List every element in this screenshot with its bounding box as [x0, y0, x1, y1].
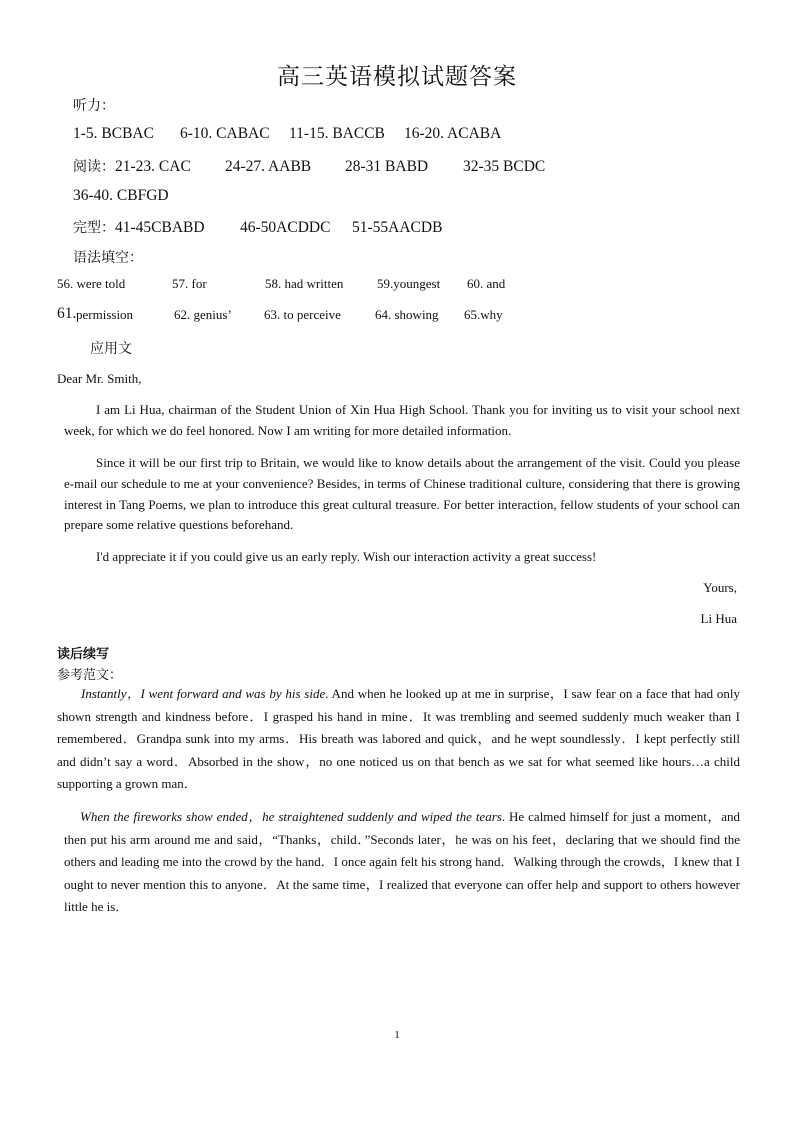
reading-answers: [73, 156, 545, 176]
grammar-label: 语法填空：: [73, 250, 143, 266]
grammar-row-2: [0, 307, 794, 327]
answer-group: 28-31 BABD: [345, 158, 429, 175]
grammar-answer: 65.why: [464, 307, 503, 322]
sample-label: 参考范文：: [57, 668, 123, 683]
continuation-opening-sentence: When the fireworks show ended，he straightened suddenly and wiped the tears: [80, 809, 502, 824]
letter-paragraph: I'd appreciate it if you could give us an early reply. Wish our interaction activity a great success!: [96, 549, 597, 564]
letter-signature: Li Hua: [700, 611, 737, 626]
letter-paragraph: Since it will be our first trip to Britain, we would like to know details about the arrangement of the visit. Could you please e-mail our schedule to me at your convenience? Besides, in terms of Chinese traditional culture, considering that there is growing interest in Tang Poems, we plan to introduce this great cultural treasure. For better interaction, fellow students of your school can prepare some relative questions beforehand.: [64, 455, 740, 533]
grammar-number: 61.: [57, 305, 77, 322]
letter-closing: Yours,: [703, 580, 737, 595]
answer-group: 21-23. CAC: [115, 158, 191, 175]
grammar-answer: 60. and: [467, 276, 506, 291]
answer-group: 51-55AACDB: [352, 219, 443, 236]
continuation-paragraph: [64, 806, 740, 919]
answer-group: 24-27. AABB: [225, 158, 312, 175]
grammar-row-1: [0, 276, 794, 294]
continuation-body: . And when he looked up at me in surprise，I saw fear on a face that had only shown strength and kindness before．I grasped his hand in mine．It was trembling and seemed suddenly much weaker than I remembered．Grandpa sunk into my arms．His breath was labored and quick，and he wept soundlessly．I kept perfectly still and didn’t say a word．Absorbed in the show，no one noticed us on that bench as we sat for what seemed like hours…a child supporting a grown man．: [57, 686, 741, 792]
answer-group: 16-20. ACABA: [404, 125, 502, 142]
continuation-paragraph: [57, 683, 740, 796]
cloze-label: 完型：: [73, 220, 115, 236]
page-number: 1: [394, 1029, 400, 1041]
answer-group: 41-45CBABD: [115, 219, 205, 236]
listening-answers: [73, 125, 501, 143]
continuation-opening-sentence: Instantly，I went forward and was by his side: [81, 686, 326, 701]
page-title: 高三英语模拟试题答案: [277, 64, 517, 90]
cloze-answers: [73, 217, 442, 237]
grammar-answer: 57. for: [172, 276, 207, 291]
reading-answers-extra: 36-40. CBFGD: [73, 187, 169, 204]
answer-group: 6-10. CABAC: [180, 125, 270, 142]
answer-group: 1-5. BCBAC: [73, 125, 154, 142]
grammar-answer: 64. showing: [375, 307, 439, 322]
grammar-answer: 63. to perceive: [264, 307, 341, 322]
grammar-answer: 59.youngest: [377, 276, 441, 291]
letter-salutation: Dear Mr. Smith,: [57, 371, 142, 386]
writing-label: 应用文: [90, 341, 132, 357]
reading-label: 阅读：: [73, 159, 115, 175]
grammar-answer: 56. were told: [57, 276, 126, 291]
answer-group: 11-15. BACCB: [289, 125, 385, 142]
letter-paragraph: I am Li Hua, chairman of the Student Union of Xin Hua High School. Thank you for inviting us to visit your school next week, for which we do feel honored. Now I am writing for more detailed information.: [64, 402, 740, 438]
grammar-answer: permission: [76, 307, 134, 322]
continuation-body: . He calmed himself for just a moment，and then put his arm around me and said，“Thanks，child．”Seconds later，he was on his feet，declaring that we should find the others and leading me into the crowd by the hand．I once again felt his strong hand．Walking through the crowds，I knew that I ought to never mention this to anyone．At the same time，I realized that everyone can offer help and support to others however little he is．: [64, 809, 740, 915]
continuation-label: 读后续写: [57, 647, 110, 662]
grammar-answer: 58. had written: [265, 276, 344, 291]
listening-label: 听力：: [73, 98, 115, 114]
answer-group: 46-50ACDDC: [240, 219, 331, 236]
grammar-answer: 62. genius’: [174, 307, 232, 322]
answer-group: 32-35 BCDC: [463, 158, 546, 175]
